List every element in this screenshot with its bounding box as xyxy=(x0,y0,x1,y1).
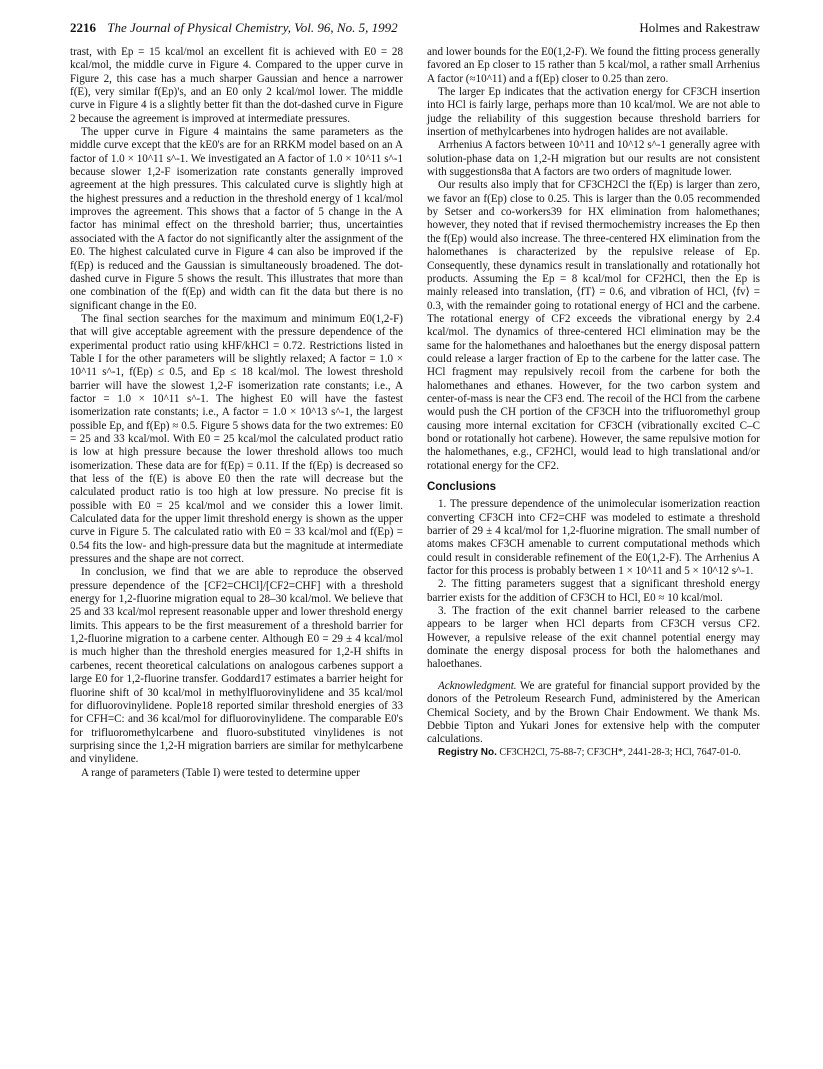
registry-label: Registry No. xyxy=(438,746,497,758)
acknowledgment xyxy=(427,680,760,747)
journal-citation: The Journal of Physical Chemistry, Vol. 96, No. 5, 1992 xyxy=(107,20,398,35)
paragraph: The larger Ep indicates that the activation energy for CF3CH insertion into HCl is fairly large, perhaps more than 10 kcal/mol. We are not able to judge the reliability of this suggestion because threshold barriers for insertion of methylcarbenes into hydrogen halides are not available. xyxy=(427,86,760,139)
left-column xyxy=(70,46,403,780)
journal-page xyxy=(70,20,760,780)
conclusions-heading: Conclusions xyxy=(427,481,497,493)
two-column-body xyxy=(70,46,760,780)
author-names: Holmes and Rakestraw xyxy=(639,20,760,35)
page-number: 2216 xyxy=(70,20,96,35)
paragraph: trast, with Ep = 15 kcal/mol an excellent fit is achieved with E0 = 28 kcal/mol, the middle curve in Figure 4. Compared to the upper curve in Figure 2, this case has a much sharper Gaussian and hence a narrower f(E), very similar f(Ep)'s, and an E0 only 2 kcal/mol lower. The middle curve in Figure 4 is a slightly better fit than the dot-dashed curve in Figure 2 because the agreement is improved at intermediate pressures. xyxy=(70,46,403,125)
registry-text: CF3CH2Cl, 75-88-7; CF3CH*, 2441-28-3; HCl, 7647-01-0. xyxy=(499,746,741,758)
conclusion-item: 2. The fitting parameters suggest that a significant threshold energy barrier exists for the addition of CF3CH to HCl, E0 ≈ 10 kcal/mol. xyxy=(427,578,760,604)
header-left xyxy=(70,20,398,36)
acknowledgment-label: Acknowledgment. xyxy=(438,679,517,692)
paragraph: The final section searches for the maximum and minimum E0(1,2-F) that will give acceptable agreement with the pressure dependence of the experimental product ratio using kHF/kHCl = 0.72. Restrictions listed in Table I for the other parameters will be slightly relaxed; A factor = 1.0 × 10^11 s^-1, f(Ep) ≤ 0.5, and Ep ≤ 18 kcal/mol. The lowest threshold barrier will have the slowest 1,2-F isomerization rate constants; i.e., A factor = 1.0 × 10^11 s^-1. The highest E0 will have the fastest isomerization rate constants; i.e., A factor = 1.0 × 10^13 s^-1, the largest possible Ep, and f(Ep) ≈ 0.5. Figure 5 shows data for the two extremes: E0 = 25 and 33 kcal/mol. With E0 = 25 kcal/mol the calculated product ratio is low at high pressure because the lower threshold allows too much isomerization. These data are for f(Ep) = 0.11. If the f(Ep) is decreased so that less of the f(E) is above E0 then the rate will decrease but the calculated product ratio is too high at low pressure. No precise fit is possible with E0 = 25 kcal/mol and we consider this a lower limit. Calculated data for the upper limit threshold energy is shown as the upper curve in Figure 5. The calculated ratio with E0 = 33 kcal/mol and f(Ep) = 0.54 fits the low- and high-pressure data but the magnitude at intermediate pressures and the shape are not correct. xyxy=(70,312,403,566)
paragraph: In conclusion, we find that we are able to reproduce the observed pressure dependence of the [CF2=CHCl]/[CF2=CHF] with a threshold energy for 1,2-fluorine migration equal to 28–30 kcal/mol. We believe that 25 and 33 kcal/mol represent reasonable upper and lower threshold energy limits. This appears to be the first measurement of a threshold barrier for 1,2-fluorine migration to a carbene center. Although E0 = 29 ± 4 kcal/mol is much higher than the threshold energies measured for 1,2-H shifts in carbenes, recent theoretical calculations on analogous carbenes support a large E0 for 1,2-fluorine transfer. Goddard17 estimates a barrier height for fluorine shift of 30 kcal/mol in methylfluorovinylidene and 35 kcal/mol for difluorovinylidene. Pople18 reported similar threshold energies of 33 for CFH=C: and 36 kcal/mol for difluorovinylidene. The comparable E0's for trifluoromethylcarbene and fluoro-substituted vinylidenes is not surprising since the 1,2-H migration barriers are similar for methylcarbene and vinylidene. xyxy=(70,566,403,766)
paragraph: Arrhenius A factors between 10^11 and 10^12 s^-1 generally agree with solution-phase data on 1,2-H migration but our results are not consistent with suggestions8a that A factors are two orders of magnitude lower. xyxy=(427,139,760,179)
paragraph: Our results also imply that for CF3CH2Cl the f(Ep) is larger than zero, we favor an f(Ep) close to 0.25. This is larger than the 0.05 recommended by Setser and co-workers39 for HX elimination from halomethanes; however, they noted that if revised thermochemistry increases the Ep then the f(Ep) would also increase. The three-centered HX elimination from the halomethanes is characterized by the repulsive release of Ep. Consequently, these dynamics result in translationally and rotationally hot products. Assuming the Ep = 8 kcal/mol for CF2HCl, then the Ep is mainly released into translation, ⟨fT⟩ = 0.6, and vibration of HCl, ⟨fv⟩ = 0.3, with the remainder going to rotational energy of HCl and the carbene. The rotational energy of CF2 exceeds the vibrational energy by 2.4 kcal/mol. The dynamics of three-centered HCl elimination may be the same for the halomethanes and haloethanes but the energy disposal pattern could release a larger fraction of Ep to the carbene for the latter case. The HCl fragment may repulsively recoil from the carbene for both the halomethanes and ethanes. However, for the two carbon system and center-of-mass is near the CF3 end. The recoil of the HCl from the carbene would push the CH portion of the CF3CH into the trifluoromethyl group causing more internal excitation for CF3CH (vibrationally excited C–C bond or rotationally hot carbene). However, the same repulsive motion for the halomethanes, e.g., CF2HCl, would lead to high translational and/or rotational energy for the CF2. xyxy=(427,179,760,472)
running-header xyxy=(70,20,760,36)
registry-numbers xyxy=(427,747,760,760)
conclusion-item: 1. The pressure dependence of the unimolecular isomerization reaction converting CF3CH into CF2=CHF was modeled to estimate a threshold barrier of 29 ± 4 kcal/mol for 1,2-fluorine migration. The small number of atoms makes CF3CH amenable to current computational methods which could result in considerable refinement of the E0(1,2-F). The Arrhenius A factor for this process is probably between 1 × 10^11 and 5 × 10^12 s^-1. xyxy=(427,498,760,578)
right-column xyxy=(427,46,760,780)
conclusion-item: 3. The fraction of the exit channel barrier released to the carbene appears to be larger when HCl departs from CF3CH versus CF2. However, a repulsive release of the exit channel potential energy may dominate the energy disposal process for both the halomethanes and haloethanes. xyxy=(427,605,760,671)
paragraph: A range of parameters (Table I) were tested to determine upper xyxy=(81,766,360,779)
paragraph: The upper curve in Figure 4 maintains the same parameters as the middle curve except that the kE0's are for an RRKM model based on an A factor of 1.0 × 10^11 s^-1. We investigated an A factor of 1.0 × 10^11 s^-1 because slower 1,2-F isomerization rate constants generally improved agreement at the high pressures. This calculated curve is slightly high at the highest pressures and a reduction in the threshold energy of 1 kcal/mol improves the agreement. This shows that a factor of 5 change in the A factor has minimal effect on the threshold barrier; thus, uncertainties associated with the A factor do not significantly alter the assignment of the E0. The highest calculated curve in Figure 4 can also be improved if the f(Ep) is reduced and the Gaussian is simultaneously broadened. The dot-dashed curve in Figure 5 shows the result. This illustrates that more than one combination of the f(Ep) and width can fit the data but there is no significant change in the E0. xyxy=(70,126,403,312)
acknowledgment-text: We are grateful for financial support provided by the donors of the Petroleum Research Fund, administered by the American Chemical Society, and by the Brown Chair Endowment. We thank Ms. Debbie Tipton and Yukari Jones for extensive help with the computer calculations. xyxy=(427,679,760,746)
paragraph: and lower bounds for the E0(1,2-F). We found the fitting process generally favored an Ep closer to 15 rather than 5 kcal/mol, a rather small Arrhenius A factor (≈10^11) and a f(Ep) closer to 0.25 than zero. xyxy=(427,46,760,85)
